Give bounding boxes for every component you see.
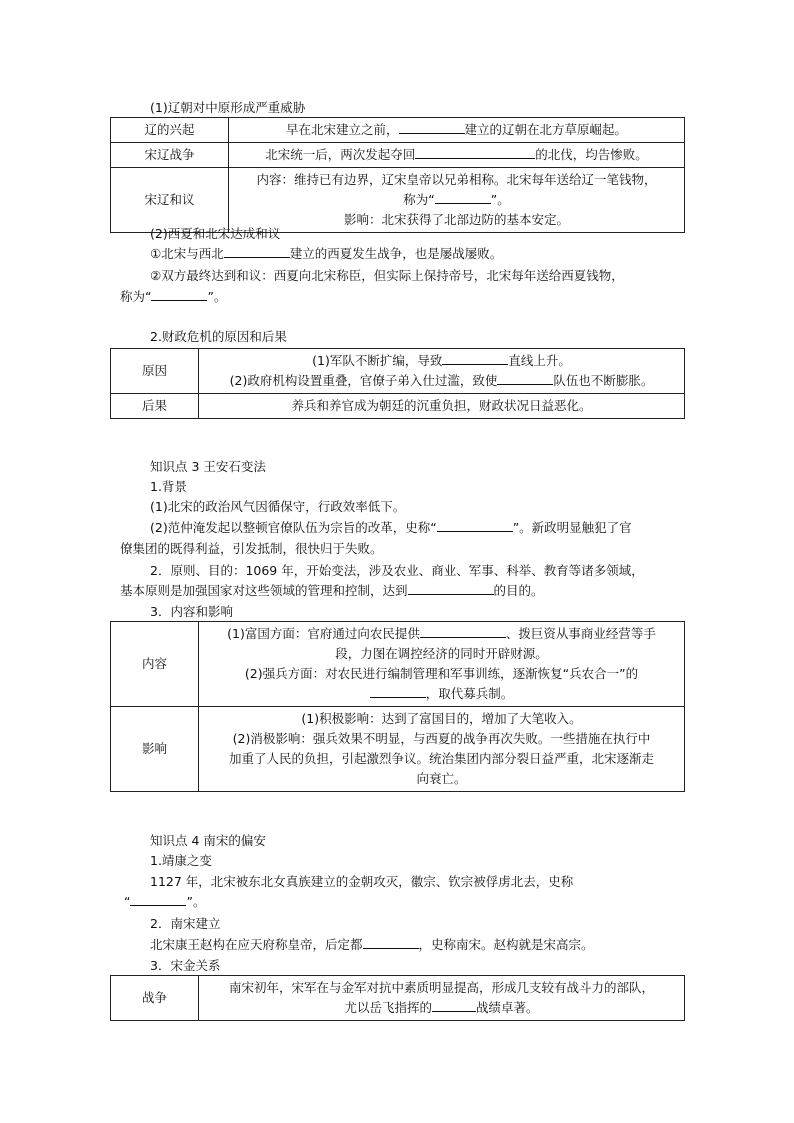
text: 段，力图在调控经济的同时开辟财源。 [335,646,548,661]
paragraph [120,582,544,600]
text: ”。 [186,894,206,909]
text-line [203,371,680,391]
text: 基本原则是加强国家对这些领域的管理和控制，达到 [120,583,408,598]
row-content-content [199,622,685,707]
knowledge-point-4-title: 知识点 4 南宋的偏安 [150,833,266,848]
fill-blank [399,121,465,134]
text-line [203,624,680,644]
subheading-liao-threat: (1)辽朝对中原形成严重威胁 [150,100,306,115]
fill-blank [370,685,426,698]
text: 建立的西夏发生战争，也是屡战屡败。 [289,246,503,261]
heading: 3．内容和影响 [150,604,233,619]
text-line [203,351,680,371]
row-content-impact [199,707,685,792]
text-line [203,998,680,1018]
text: “ [124,894,131,909]
reform-table [110,621,685,792]
heading: 3．宋金关系 [150,958,221,973]
row-content-cause [199,349,685,394]
paragraph: 1127 年，北宋被东北女真族建立的金朝攻灭，徽宗、钦宗被俘虏北去，史称 [150,874,574,889]
text: (2)范仲淹发起以整顿官僚队伍为宗旨的改革，史称“ [150,520,437,535]
knowledge-point-3-title: 知识点 3 王安石变法 [150,459,266,474]
row-content-song-liao-peace [229,168,685,233]
fill-blank [224,245,290,258]
subheading-xixia: (2)西夏和北宋达成和议 [150,226,281,241]
text: 战绩卓著。 [476,1000,539,1015]
text: 向衰亡。 [416,771,467,786]
text: 北宋统一后，两次发起夺回 [265,147,416,162]
text: ，取代募兵制。 [425,686,514,701]
table-row [111,118,685,143]
table-row [111,976,685,1021]
paragraph: ②双方最终达到和议：西夏向北宋称臣，但实际上保持帝号，北宋每年送给西夏钱物， [150,268,624,283]
text: 的北伐，均告惨败。 [535,147,648,162]
fill-blank [435,191,491,204]
fill-blank [408,582,494,595]
row-label-cause: 原因 [111,349,199,394]
table-row [111,143,685,168]
liao-table [110,117,685,233]
text: ”。 [207,289,227,304]
table-row [111,168,685,233]
fill-blank [420,625,506,638]
row-label-result: 后果 [111,394,199,419]
section-title-finance: 2.财政危机的原因和后果 [150,329,287,344]
paragraph [150,519,632,537]
text: (1)军队不断扩编，导致 [312,353,443,368]
text: 建立的辽朝在北方草原崛起。 [464,122,628,137]
text: 早在北宋建立之前， [285,122,399,137]
heading: 1.靖康之变 [150,853,212,868]
text: 影响：北宋获得了北部边防的基本安定。 [343,212,569,227]
row-content-result: 养兵和养官成为朝廷的沉重负担，财政状况日益恶化。 [199,394,685,419]
paragraph: (1)北宋的政治风气因循保守，行政效率低下。 [150,499,406,514]
fill-blank [442,352,508,365]
text: 称为“ [120,289,152,304]
table-row [111,707,685,792]
text: 称为“ [403,192,435,207]
heading: 1.背景 [150,479,187,494]
text: 尤以岳飞指挥的 [344,1000,432,1015]
text: ，史称南宋。赵构就是宋高宗。 [418,937,594,952]
row-label-liao-rise: 辽的兴起 [111,118,229,143]
text: 加重了人民的负担，引起激烈争议。统治集团内部分裂日益严重，北宋逐渐走 [228,751,654,766]
text: ①北宋与西北 [150,246,224,261]
paragraph [150,936,594,954]
row-label-song-liao-war: 宋辽战争 [111,143,229,168]
row-content-liao-rise [229,118,685,143]
fill-blank [432,999,476,1012]
text: 内容：维持已有边界，辽宋皇帝以兄弟相称。北宋每年送给辽一笔钱物， [256,172,657,187]
paragraph: 2．原则、目的：1069 年，开始变法，涉及农业、商业、军事、科举、教育等诸多领域， [150,563,644,578]
fill-blank [497,372,553,385]
text: 直线上升。 [508,353,571,368]
fill-blank [415,146,535,159]
table-row [111,622,685,707]
text-line [203,684,680,704]
row-label-war: 战争 [111,976,199,1021]
text: (2)强兵方面：对农民进行编制管理和军事训练，逐渐恢复“兵农合一”的 [244,666,639,681]
text: (2)消极影响：强兵效果不明显，与西夏的战争再次失败。一些措施在执行中 [232,731,651,746]
fill-blank [363,936,419,949]
text-line [233,190,680,210]
row-label-impact: 影响 [111,707,199,792]
row-content-song-liao-war [229,143,685,168]
text: 队伍也不断膨胀。 [553,373,654,388]
paragraph [150,245,502,263]
paragraph: 僚集团的既得利益，引发抵制，很快归于失败。 [120,541,383,556]
row-label-content: 内容 [111,622,199,707]
table-row [111,349,685,394]
paragraph [124,893,205,911]
text: 、拨巨资从事商业经营等手 [505,626,656,641]
text: (1)富国方面：官府通过向农民提供 [227,626,420,641]
text: ”。新政明显触犯了官 [512,520,632,535]
text: (2)政府机构设置重叠，官僚子弟入仕过滥，致使 [229,373,498,388]
heading: 2．南宋建立 [150,916,221,931]
row-content-war [199,976,685,1021]
fill-blank [151,288,207,301]
song-jin-table [110,975,685,1021]
text: 的目的。 [493,583,544,598]
fill-blank [130,893,186,906]
fill-blank [437,519,513,532]
paragraph [120,288,226,306]
text: ”。 [490,192,510,207]
text: (1)积极影响：达到了富国目的，增加了大笔收入。 [301,711,582,726]
row-label-song-liao-peace: 宋辽和议 [111,168,229,233]
text: 北宋康王赵构在应天府称皇帝，后定都 [150,937,363,952]
table-row [111,394,685,419]
finance-table [110,348,685,419]
text: 南宋初年，宋军在与金军对抗中素质明显提高，形成几支较有战斗力的部队， [228,980,654,995]
